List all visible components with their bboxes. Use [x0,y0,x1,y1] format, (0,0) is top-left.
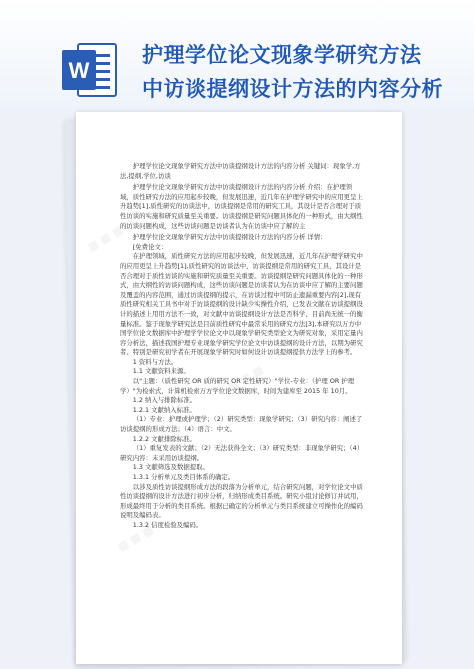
paragraph-body: （1）重复发表的文献；（2）无法获得全文；（3）研究类型：非现象学研究；（4）研究内容：未采用访谈提纲。 [120,444,364,462]
section-heading: 1.2.1 文献纳入标准。 [132,405,196,414]
paragraph-body: 以"主题：（质性研究 OR 质的研究 OR 定性研究）"学位-专业：（护理 OR 护理学）"为检索式、计算机检索万方学位论文数据库，时间为建库至 2015 年 10月。 [120,377,355,395]
paragraph-body: 在护理领域，质性研究方法的应用起步较晚，但发展迅速，近几年在护理学研究中的应用更呈上升趋势[1],质性研究的访谈法中，访谈提纲是常用的研究工具，其设计是否合理对于质性访谈的实施和研究质量至关重要。访谈提纲是研究问题具体化的一种形式，由大纲性的访谈问题构成，这些访谈问题是访谈者认为在访谈中应了解的主要问题及覆盖的内容范围，通过访谈提纲的提示，在访谈过程中可防止遗漏重要内容[2],现有质性研究相关工具书中对于访谈提纲的设计缺少实操性介绍，已发表文献在访谈提纲设计的描述上用用方法不一致，对文献中访谈提纲设计方法是否科学、目前尚无统一的衡量标准。鉴于现象学研究法是目前质性研究中最常采用的研究方法[3],本研究以万方中国学位论文数据库中护理学学位论文中以现象学研究类型论文为研究对象，采用定量内容分析法，描述我国护理专业现象学研究学位论文中访谈提纲的设计方法，以期为研究者、特别是研究初学者在开展现象学研究时如何设计访谈提纲提供方法学上的参考。 [120,252,363,357]
title-line-1: 护理学位论文现象学研究方法 [142,43,422,67]
word-logo-icon [62,40,118,100]
watermark: ▦ ▦ ▦ [225,363,266,394]
watermark: ▦ ▦ ▦ [85,223,126,254]
title-line-2: 中访谈提纲设计方法的内容分析 [142,77,443,101]
section-heading: 1 资料与方法。 [132,357,178,366]
logo-letter: W [68,58,90,83]
document-body [120,162,364,531]
section-heading: 1.3 文献筛选及数据提取。 [132,463,209,472]
section-heading: 1.2 纳入与排除标准。 [132,396,197,405]
section-heading: 1.1 文献资料来源。 [132,367,190,376]
section-heading: 1.3.1 分析单元及类目体系的确定。 [132,473,235,481]
paragraph-keywords: 护理学位论文现象学研究方法中访谈提纲设计方法的内容分析 关键词：现象学,方法,提纲,学位,访谈 [120,162,361,180]
header-banner [0,0,474,110]
section-heading: 1.3.2 信度检验及编码。 [132,520,203,529]
paragraph-intro: 护理学位论文现象学研究方法中访谈提纲设计方法的内容分析 介绍：在护理领域，质性研究方法的应用起步较晚，但发展迅速，近几年在护理学研究中的应用更呈上升趋势[1],质性研究的访谈法中，访谈提纲是常用的研究工具，其设计是否合理对于质性访谈的实施和研究质量至关重要。访谈提纲是研究问题具体化的一种形式，由大纲性的访谈问题构成，这些访谈问题是访谈者认为在访谈中应了解的主 [120,183,363,230]
paragraph-details-heading: 护理学位论文现象学研究方法中访谈提纲设计方法的内容分析 详情： [132,233,327,242]
page-title [142,38,462,106]
section-heading: 1.2.2 文献排除标准。 [132,434,196,443]
paragraph-free-paper: [免费论文： [132,242,168,251]
paragraph-body: （1）专业：护理或护理学；（2）研究类型：现象学研究；（3）研究内容：阐述了访谈提纲的形成方法；（4）语言：中文。 [120,415,363,434]
document-page [76,112,402,664]
paragraph-body: 以涉及质性访谈提纲形成方法的段落为分析单元，结合研究问题，对学位论文中质性访谈提纲的设计方法进行初步分析，归纳形成类目系统。研究小组讨论修订并试用，形成最终用于分析的类目系统。根据已确定的分析单元与类目系统建立可操作化的编码说明及编码表。 [120,482,363,520]
watermark: ▦ ▦ ▦ [115,523,156,554]
